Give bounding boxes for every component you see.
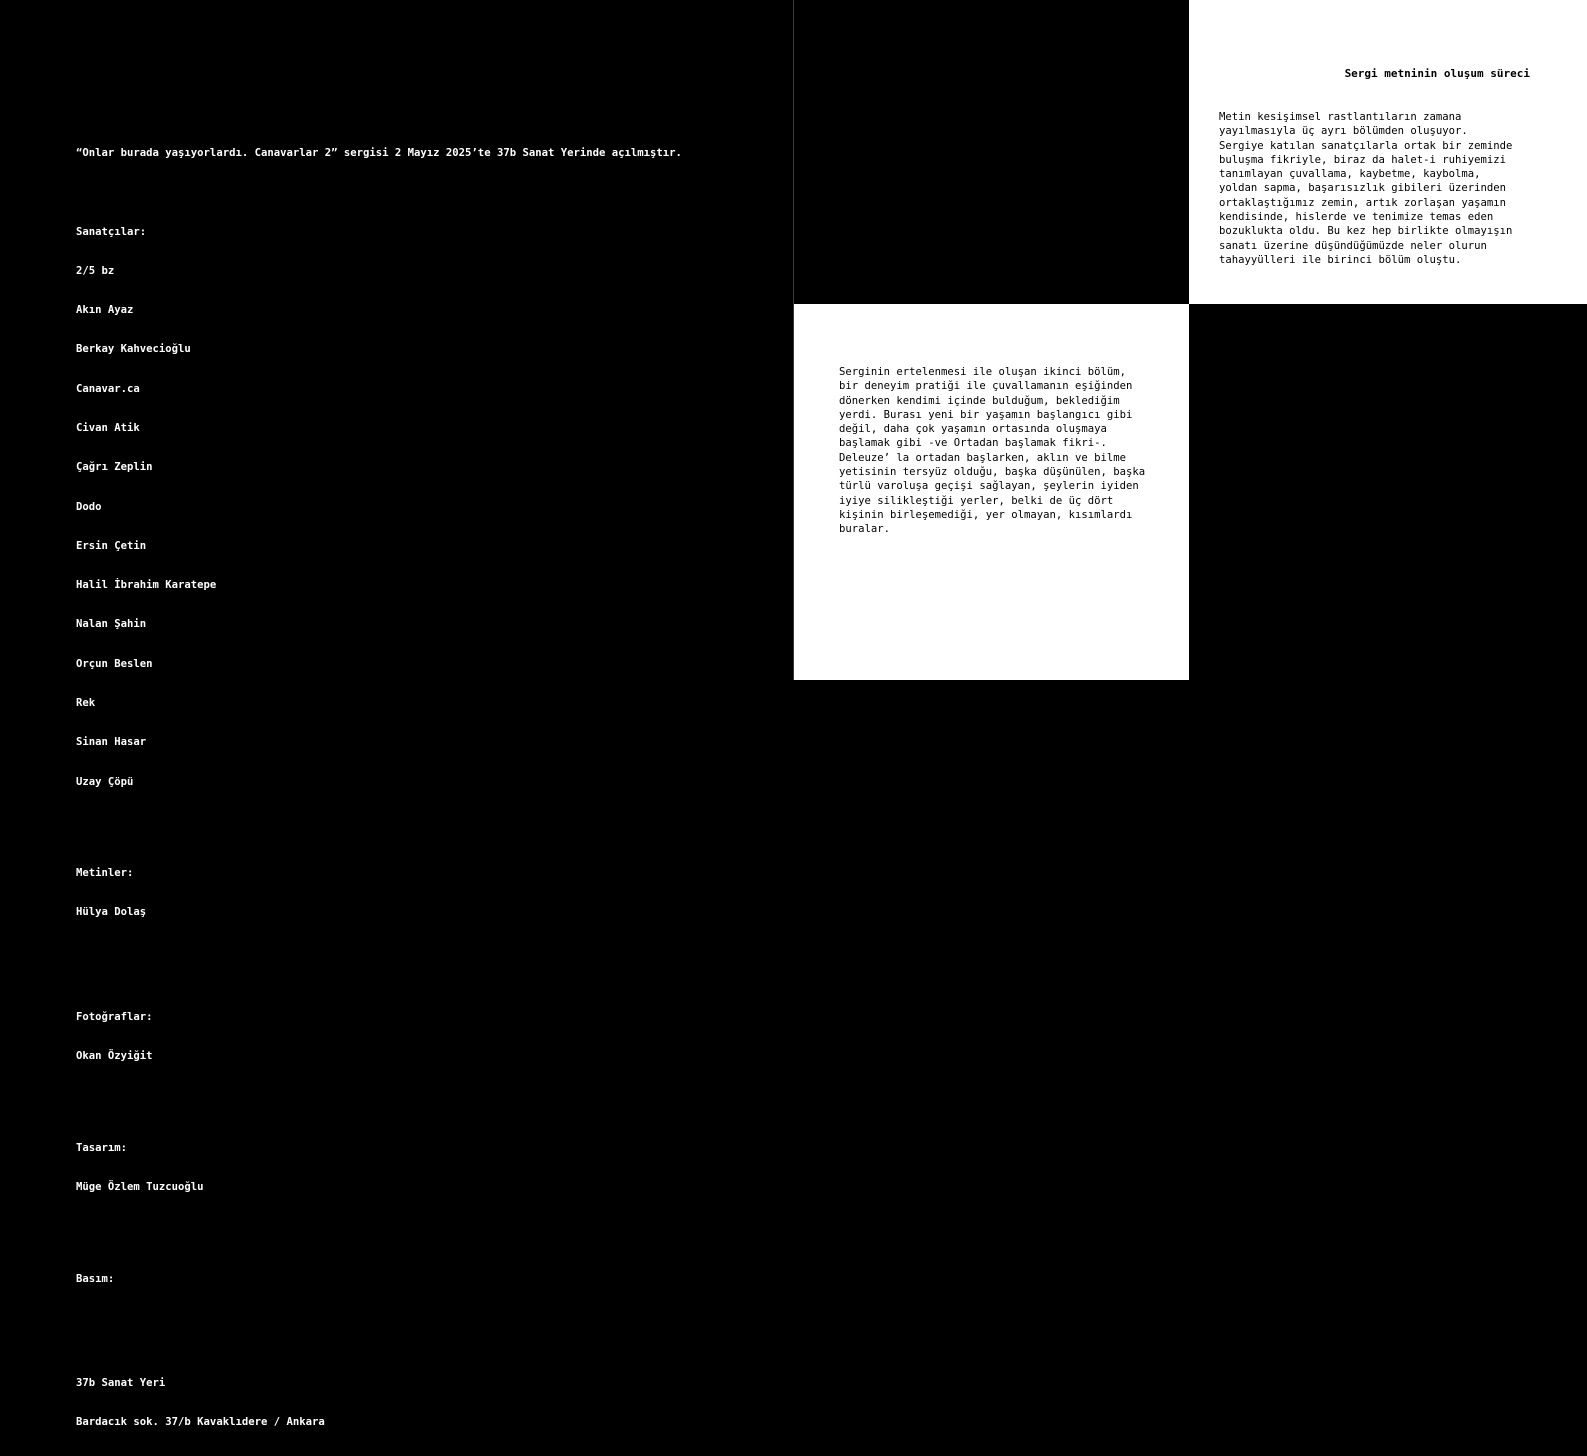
artist-name: Nalan Şahin — [76, 618, 147, 631]
artist-name: Ersin Çetin — [76, 539, 147, 552]
first-section-paragraph — [1219, 110, 1512, 267]
paragraph-line: sanatı üzerine düşündüğümüzde neler olurun — [1219, 239, 1487, 252]
credits-panel — [0, 0, 793, 1429]
paragraph-line: buluşma fikriyle, biraz da halet-i ruhiyemizi — [1219, 153, 1507, 166]
paragraph-line: yetisinin tersyüz olduğu, başka düşünülen, başka — [839, 466, 1146, 479]
artist-name: Çağrı Zeplin — [76, 461, 153, 474]
artist-name: Berkay Kahvecioğlu — [76, 343, 191, 356]
paragraph-line: ortaklaştığımız zemin, artık zorlaşan yaşamın — [1219, 196, 1507, 209]
paragraph-line: tahayyülleri ile birinci bölüm oluştu. — [1219, 253, 1462, 266]
section-title: Sergi metninin oluşum süreci — [1344, 67, 1530, 80]
bottom-black-block — [1189, 304, 1587, 680]
paragraph-line: bozuklukta oldu. Bu kez hep birlikte olmayışın — [1219, 225, 1513, 238]
paragraph-line: yerdi. Burası yeni bir yaşamın başlangıcı gibi — [839, 408, 1133, 421]
venue-address: Bardacık sok. 37/b Kavaklıdere / Ankara — [76, 1416, 325, 1429]
paragraph-line: türlü varoluşa geçişi sağlayan, şeylerin iyiden — [839, 480, 1139, 493]
top-black-block — [793, 0, 1189, 304]
artist-name: Civan Atik — [76, 421, 140, 434]
artist-name: Dodo — [76, 500, 102, 513]
paragraph-line: yayılmasıyla üç ayrı bölümden oluşuyor. — [1219, 125, 1468, 138]
texts-author: Hülya Dolaş — [76, 906, 147, 919]
artist-name: Sinan Hasar — [76, 736, 147, 749]
artist-name: Halil İbrahim Karatepe — [76, 579, 217, 592]
paragraph-line: buralar. — [839, 523, 891, 536]
paragraph-line: tanımlayan çuvallama, kaybetme, kaybolma, — [1219, 168, 1481, 181]
photos-heading: Fotoğraflar: — [76, 1010, 153, 1023]
print-heading: Basım: — [76, 1272, 115, 1285]
paragraph-line: iyiye silikleştiği yerler, belki de üç dört — [839, 494, 1114, 507]
credits-text — [76, 121, 776, 1456]
paragraph-line: kendisinde, hislerde ve tenimize temas eden — [1219, 211, 1494, 224]
paragraph-line: yoldan sapma, başarısızlık gibileri üzerinden — [1219, 182, 1507, 195]
panel-divider — [793, 0, 794, 680]
artist-name: Uzay Çöpü — [76, 775, 134, 788]
second-section-paragraph — [839, 365, 1145, 537]
paragraph-line: dönerken kendimi içinde bulduğum, beklediğim — [839, 394, 1120, 407]
artist-name: Orçun Beslen — [76, 657, 153, 670]
artist-name: Akın Ayaz — [76, 304, 134, 317]
paragraph-line: Deleuze’ la ortadan başlarken, aklın ve bilme — [839, 451, 1127, 464]
paragraph-line: başlamak gibi -ve Ortadan başlamak fikri-. — [839, 437, 1107, 450]
paragraph-line: Metin kesişimsel rastlantıların zamana — [1219, 111, 1462, 123]
paragraph-line: değil, daha çok yaşamın ortasında oluşmaya — [839, 423, 1107, 436]
paragraph-line: kişinin birleşemediği, yer olmayan, kısımlardı — [839, 508, 1133, 521]
artists-heading: Sanatçılar: — [76, 225, 147, 238]
artist-name: Canavar.ca — [76, 382, 140, 395]
design-heading: Tasarım: — [76, 1141, 128, 1154]
paragraph-line: Serginin ertelenmesi ile oluşan ikinci bölüm, — [839, 366, 1127, 378]
venue-name: 37b Sanat Yeri — [76, 1377, 166, 1390]
paragraph-line: bir deneyim pratiği ile çuvallamanın eşiğinden — [839, 380, 1133, 393]
exhibition-announcement: “Onlar burada yaşıyorlardı. Canavarlar 2” sergisi 2 Mayız 2025’te 37b Sanat Yerinde açılmıştır. — [76, 147, 682, 160]
designer: Müge Özlem Tuzcuoğlu — [76, 1181, 204, 1194]
artist-name: 2/5 bz — [76, 264, 115, 277]
paragraph-line: Sergiye katılan sanatçılarla ortak bir zeminde — [1219, 139, 1513, 152]
photographer: Okan Özyiğit — [76, 1050, 153, 1063]
artist-name: Rek — [76, 696, 96, 709]
texts-heading: Metinler: — [76, 867, 134, 880]
